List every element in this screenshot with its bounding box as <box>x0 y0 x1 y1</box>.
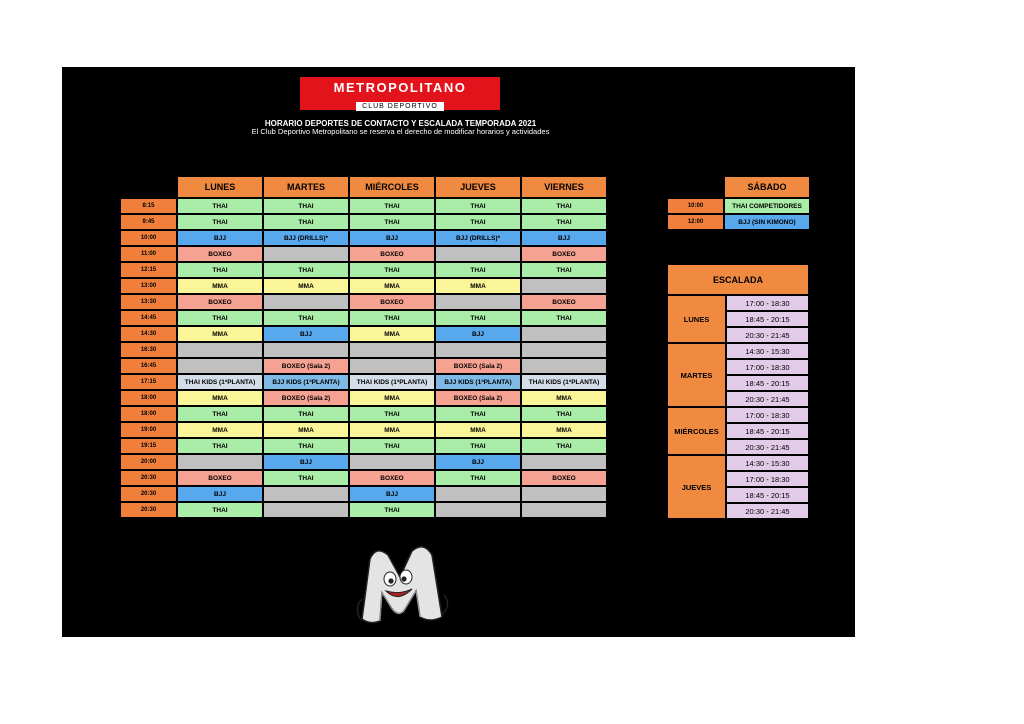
class-cell: THAI <box>350 407 434 421</box>
schedule-row <box>121 455 606 469</box>
class-cell: BJJ <box>436 327 520 341</box>
escalada-slot: 18:45 - 20:15 <box>727 376 808 390</box>
class-cell: MMA <box>178 279 262 293</box>
time-cell: 20:00 <box>121 455 176 469</box>
escalada-table <box>666 263 810 520</box>
class-cell: MMA <box>436 279 520 293</box>
class-cell: MMA <box>264 423 348 437</box>
class-cell <box>522 455 606 469</box>
class-cell <box>178 359 262 373</box>
class-cell <box>264 295 348 309</box>
class-cell: BOXEO <box>178 247 262 261</box>
class-cell: THAI <box>264 471 348 485</box>
class-cell: THAI <box>522 311 606 325</box>
class-cell <box>178 343 262 357</box>
class-cell: BOXEO <box>350 247 434 261</box>
day-header-jueves: JUEVES <box>436 177 520 197</box>
class-cell: THAI <box>350 503 434 517</box>
schedule-row <box>121 247 606 261</box>
schedule-row <box>121 503 606 517</box>
class-cell: BJJ KIDS (1ªPLANTA) <box>436 375 520 389</box>
class-cell: BJJ <box>522 231 606 245</box>
saturday-class-cell: BJJ (SIN KIMONO) <box>725 215 809 229</box>
schedule-row <box>121 295 606 309</box>
page-title: HORARIO DEPORTES DE CONTACTO Y ESCALADA TEMPORADA 2021 <box>264 119 537 128</box>
class-cell: BJJ <box>264 327 348 341</box>
time-cell: 16:45 <box>121 359 176 373</box>
escalada-row <box>668 296 808 310</box>
schedule-document <box>62 67 855 637</box>
class-cell: MMA <box>264 279 348 293</box>
saturday-schedule-table <box>666 175 811 231</box>
schedule-row <box>121 407 606 421</box>
class-cell <box>436 247 520 261</box>
class-cell: THAI <box>178 199 262 213</box>
class-cell: THAI <box>178 215 262 229</box>
class-cell <box>522 359 606 373</box>
escalada-slot: 14:30 - 15:30 <box>727 344 808 358</box>
escalada-slot: 20:30 - 21:45 <box>727 328 808 342</box>
schedule-row <box>121 391 606 405</box>
class-cell: BJJ (DRILLS)* <box>436 231 520 245</box>
escalada-slot: 20:30 - 21:45 <box>727 504 808 518</box>
day-header-viernes: VIERNES <box>522 177 606 197</box>
class-cell: BOXEO (Sala 2) <box>264 359 348 373</box>
class-cell: BOXEO <box>178 295 262 309</box>
time-cell: 14:45 <box>121 311 176 325</box>
time-cell: 20:30 <box>121 487 176 501</box>
class-cell: THAI <box>436 439 520 453</box>
schedule-row <box>121 215 606 229</box>
page-subtitle: El Club Deportivo Metropolitano se reserva el derecho de modificar horarios y actividades <box>251 127 550 136</box>
time-cell: 19:00 <box>121 423 176 437</box>
schedule-row <box>121 487 606 501</box>
class-cell: THAI <box>178 263 262 277</box>
weekly-schedule-table <box>119 175 608 519</box>
time-cell: 17:15 <box>121 375 176 389</box>
class-cell: THAI <box>436 215 520 229</box>
class-cell: THAI <box>522 199 606 213</box>
class-cell: MMA <box>178 391 262 405</box>
saturday-row <box>668 215 809 229</box>
saturday-row <box>668 199 809 213</box>
escalada-day-jueves: JUEVES <box>668 456 725 518</box>
class-cell: BOXEO (Sala 2) <box>264 391 348 405</box>
schedule-row <box>121 343 606 357</box>
escalada-slot: 20:30 - 21:45 <box>727 392 808 406</box>
escalada-slot: 17:00 - 18:30 <box>727 408 808 422</box>
schedule-row <box>121 359 606 373</box>
escalada-header-row <box>668 265 808 294</box>
time-cell: 19:15 <box>121 439 176 453</box>
time-cell: 10:00 <box>121 231 176 245</box>
time-cell: 13:00 <box>121 279 176 293</box>
class-cell <box>436 487 520 501</box>
saturday-header-row <box>668 177 809 197</box>
class-cell: THAI <box>522 215 606 229</box>
escalada-title: ESCALADA <box>668 265 808 294</box>
saturday-class-cell: THAI COMPETIDORES <box>725 199 809 213</box>
class-cell: BOXEO <box>350 471 434 485</box>
logo-title: METROPOLITANO <box>333 80 467 95</box>
class-cell: THAI <box>350 311 434 325</box>
class-cell <box>436 503 520 517</box>
class-cell: MMA <box>350 279 434 293</box>
logo-subtitle: CLUB DEPORTIVO <box>356 102 444 111</box>
escalada-slot: 17:00 - 18:30 <box>727 296 808 310</box>
class-cell <box>264 343 348 357</box>
class-cell <box>178 455 262 469</box>
escalada-slot: 18:45 - 20:15 <box>727 312 808 326</box>
class-cell <box>350 359 434 373</box>
class-cell: THAI KIDS (1ªPLANTA) <box>522 375 606 389</box>
escalada-slot: 17:00 - 18:30 <box>727 360 808 374</box>
class-cell: BOXEO <box>522 247 606 261</box>
class-cell: THAI <box>350 439 434 453</box>
schedule-header-row <box>121 177 606 197</box>
class-cell: THAI KIDS (1ªPLANTA) <box>350 375 434 389</box>
class-cell: BJJ <box>436 455 520 469</box>
class-cell: THAI <box>522 263 606 277</box>
class-cell <box>522 487 606 501</box>
class-cell: THAI <box>350 199 434 213</box>
class-cell: THAI <box>178 439 262 453</box>
schedule-row <box>121 279 606 293</box>
class-cell <box>522 503 606 517</box>
class-cell <box>264 247 348 261</box>
class-cell: MMA <box>522 423 606 437</box>
class-cell: BJJ <box>264 455 348 469</box>
schedule-row <box>121 311 606 325</box>
day-header-lunes: LUNES <box>178 177 262 197</box>
class-cell: THAI <box>436 471 520 485</box>
time-cell: 11:00 <box>121 247 176 261</box>
escalada-day-lunes: LUNES <box>668 296 725 342</box>
class-cell <box>264 503 348 517</box>
day-header-martes: MARTES <box>264 177 348 197</box>
class-cell: THAI <box>264 215 348 229</box>
class-cell: THAI <box>264 263 348 277</box>
class-cell: MMA <box>350 327 434 341</box>
saturday-header: SÁBADO <box>725 177 809 197</box>
time-cell: 13:30 <box>121 295 176 309</box>
time-cell: 18:00 <box>121 407 176 421</box>
time-cell: 8:15 <box>121 199 176 213</box>
class-cell: BJJ (DRILLS)* <box>264 231 348 245</box>
schedule-row <box>121 231 606 245</box>
schedule-row <box>121 199 606 213</box>
escalada-day-martes: MARTES <box>668 344 725 406</box>
class-cell: THAI KIDS (1ªPLANTA) <box>178 375 262 389</box>
class-cell: THAI <box>436 407 520 421</box>
day-header-miercoles: MIÉRCOLES <box>350 177 434 197</box>
class-cell: BOXEO (Sala 2) <box>436 391 520 405</box>
class-cell <box>350 343 434 357</box>
class-cell: BOXEO <box>350 295 434 309</box>
class-cell: THAI <box>178 407 262 421</box>
schedule-row <box>121 439 606 453</box>
class-cell: THAI <box>178 503 262 517</box>
class-cell: THAI <box>522 439 606 453</box>
class-cell: BOXEO <box>522 295 606 309</box>
escalada-row <box>668 456 808 470</box>
time-cell: 16:30 <box>121 343 176 357</box>
metropolitano-m-mascot-icon <box>340 537 460 627</box>
class-cell: BJJ KIDS (1ªPLANTA) <box>264 375 348 389</box>
class-cell: MMA <box>350 423 434 437</box>
escalada-slot: 18:45 - 20:15 <box>727 424 808 438</box>
class-cell: THAI <box>522 407 606 421</box>
saturday-time-cell: 10:00 <box>668 199 723 213</box>
class-cell <box>522 343 606 357</box>
time-cell: 14:30 <box>121 327 176 341</box>
time-cell: 20:30 <box>121 471 176 485</box>
class-cell: MMA <box>436 423 520 437</box>
class-cell: THAI <box>436 263 520 277</box>
class-cell <box>522 327 606 341</box>
escalada-day-miercoles: MIÉRCOLES <box>668 408 725 454</box>
escalada-slot: 14:30 - 15:30 <box>727 456 808 470</box>
class-cell: THAI <box>436 311 520 325</box>
class-cell: MMA <box>350 391 434 405</box>
class-cell: THAI <box>264 199 348 213</box>
club-logo <box>300 77 500 110</box>
class-cell: BOXEO (Sala 2) <box>436 359 520 373</box>
saturday-time-cell: 12:00 <box>668 215 723 229</box>
schedule-row <box>121 263 606 277</box>
class-cell: BOXEO <box>178 471 262 485</box>
class-cell: MMA <box>178 327 262 341</box>
schedule-row <box>121 375 606 389</box>
schedule-row <box>121 471 606 485</box>
class-cell: MMA <box>522 391 606 405</box>
class-cell <box>264 487 348 501</box>
time-cell: 12:15 <box>121 263 176 277</box>
class-cell: THAI <box>350 215 434 229</box>
class-cell <box>350 455 434 469</box>
class-cell <box>436 343 520 357</box>
class-cell: MMA <box>178 423 262 437</box>
class-cell: THAI <box>436 199 520 213</box>
class-cell: THAI <box>264 439 348 453</box>
schedule-row <box>121 423 606 437</box>
schedule-row <box>121 327 606 341</box>
class-cell: THAI <box>264 407 348 421</box>
escalada-slot: 17:00 - 18:30 <box>727 472 808 486</box>
escalada-slot: 20:30 - 21:45 <box>727 440 808 454</box>
time-cell: 18:00 <box>121 391 176 405</box>
class-cell: BJJ <box>178 231 262 245</box>
class-cell: BOXEO <box>522 471 606 485</box>
class-cell: BJJ <box>178 487 262 501</box>
time-cell: 9:45 <box>121 215 176 229</box>
class-cell <box>436 295 520 309</box>
class-cell: THAI <box>264 311 348 325</box>
escalada-row <box>668 408 808 422</box>
class-cell: BJJ <box>350 487 434 501</box>
class-cell <box>522 279 606 293</box>
escalada-slot: 18:45 - 20:15 <box>727 488 808 502</box>
escalada-row <box>668 344 808 358</box>
time-cell: 20:30 <box>121 503 176 517</box>
class-cell: BJJ <box>350 231 434 245</box>
class-cell: THAI <box>350 263 434 277</box>
class-cell: THAI <box>178 311 262 325</box>
